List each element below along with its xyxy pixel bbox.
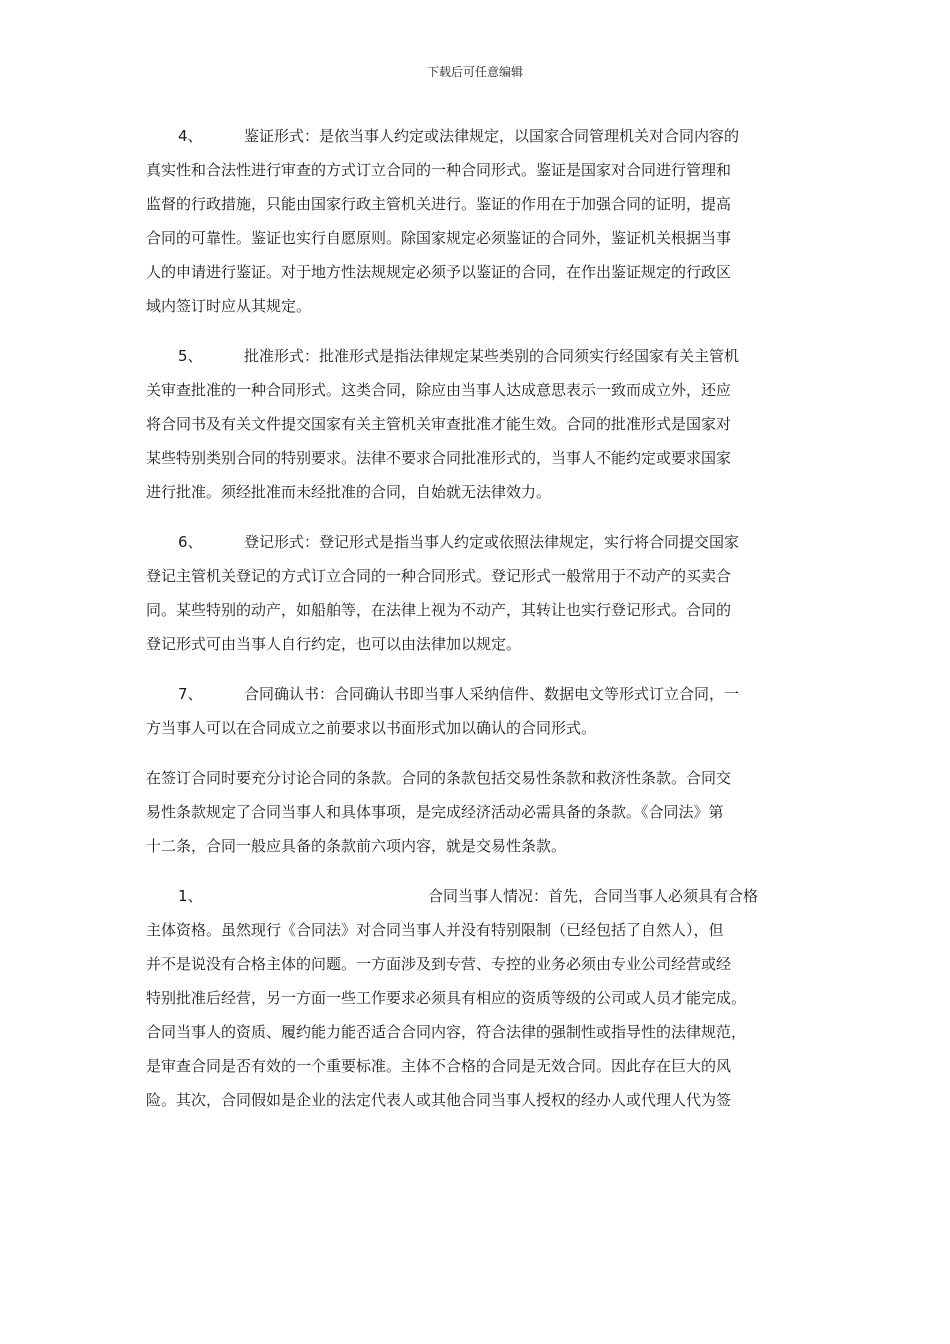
paragraph-line: 十二条，合同一般应具备的条款前六项内容，就是交易性条款。 bbox=[146, 837, 567, 855]
section-party-info bbox=[146, 879, 806, 1117]
section-line bbox=[146, 525, 806, 559]
line-text: 合同当事人情况：首先，合同当事人必须具有合格 bbox=[428, 887, 759, 905]
section-line: 特别批准后经营，另一方面一些工作要求必须具有相应的资质等级的公司或人员才能完成。 bbox=[146, 989, 747, 1007]
section-line: 是审查合同是否有效的一个重要标准。主体不合格的合同是无效合同。因此存在巨大的风 bbox=[146, 1057, 732, 1075]
section-number: 6、 bbox=[178, 533, 203, 551]
section-line bbox=[146, 339, 806, 373]
section-line: 合同的可靠性。鉴证也实行自愿原则。除国家规定必须鉴证的合同外，鉴证机关根据当事 bbox=[146, 229, 732, 247]
section-line: 进行批准。须经批准而未经批准的合同，自始就无法律效力。 bbox=[146, 483, 552, 501]
page-header: 下载后可任意编辑 bbox=[426, 65, 523, 79]
section-line: 某些特别类别合同的特别要求。法律不要求合同批准形式的，当事人不能约定或要求国家 bbox=[146, 449, 732, 467]
section-line: 域内签订时应从其规定。 bbox=[146, 297, 312, 315]
line-text: 合同确认书：合同确认书即当事人采纳信件、数据电文等形式订立合同，一 bbox=[244, 685, 740, 703]
section-line: 方当事人可以在合同成立之前要求以书面形式加以确认的合同形式。 bbox=[146, 719, 597, 737]
section-line: 险。其次，合同假如是企业的法定代表人或其他合同当事人授权的经办人或代理人代为签 bbox=[146, 1091, 732, 1109]
section-7 bbox=[146, 677, 806, 745]
paragraph-line: 易性条款规定了合同当事人和具体事项，是完成经济活动必需具备的条款。《合同法》第 bbox=[146, 803, 724, 821]
line-text: 批准形式：批准形式是指法律规定某些类别的合同须实行经国家有关主管机 bbox=[244, 347, 740, 365]
section-line bbox=[146, 119, 806, 153]
section-number: 5、 bbox=[178, 347, 203, 365]
line-text: 鉴证形式：是依当事人约定或法律规定，以国家合同管理机关对合同内容的 bbox=[244, 127, 740, 145]
section-number: 1、 bbox=[178, 887, 203, 905]
section-line: 监督的行政措施，只能由国家行政主管机关进行。鉴证的作用在于加强合同的证明，提高 bbox=[146, 195, 732, 213]
section-4 bbox=[146, 119, 806, 323]
section-number: 7、 bbox=[178, 685, 203, 703]
section-line: 人的申请进行鉴证。对于地方性法规规定必须予以鉴证的合同，在作出鉴证规定的行政区 bbox=[146, 263, 732, 281]
section-line: 真实性和合法性进行审查的方式订立合同的一种合同形式。鉴证是国家对合同进行管理和 bbox=[146, 161, 732, 179]
contract-terms-paragraph bbox=[146, 761, 806, 863]
section-line: 主体资格。虽然现行《合同法》对合同当事人并没有特别限制（已经包括了自然人），但 bbox=[146, 921, 724, 939]
section-line: 合同当事人的资质、履约能力能否适合合同内容，符合法律的强制性或指导性的法律规范， bbox=[146, 1023, 747, 1041]
section-6 bbox=[146, 525, 806, 661]
section-line: 将合同书及有关文件提交国家有关主管机关审查批准才能生效。合同的批准形式是国家对 bbox=[146, 415, 732, 433]
section-line bbox=[146, 677, 806, 711]
section-number: 4、 bbox=[178, 127, 203, 145]
section-line: 登记主管机关登记的方式订立合同的一种合同形式。登记形式一般常用于不动产的买卖合 bbox=[146, 567, 732, 585]
section-line: 登记形式可由当事人自行约定，也可以由法律加以规定。 bbox=[146, 635, 522, 653]
section-line bbox=[146, 879, 806, 913]
section-line: 并不是说没有合格主体的问题。一方面涉及到专营、专控的业务必须由专业公司经营或经 bbox=[146, 955, 732, 973]
paragraph-line: 在签订合同时要充分讨论合同的条款。合同的条款包括交易性条款和救济性条款。合同交 bbox=[146, 769, 732, 787]
section-line: 同。某些特别的动产，如船舶等，在法律上视为不动产，其转让也实行登记形式。合同的 bbox=[146, 601, 732, 619]
section-line: 关审查批准的一种合同形式。这类合同，除应由当事人达成意思表示一致而成立外，还应 bbox=[146, 381, 732, 399]
document-body bbox=[146, 119, 806, 1133]
section-5 bbox=[146, 339, 806, 509]
line-text: 登记形式：登记形式是指当事人约定或依照法律规定，实行将合同提交国家 bbox=[244, 533, 740, 551]
